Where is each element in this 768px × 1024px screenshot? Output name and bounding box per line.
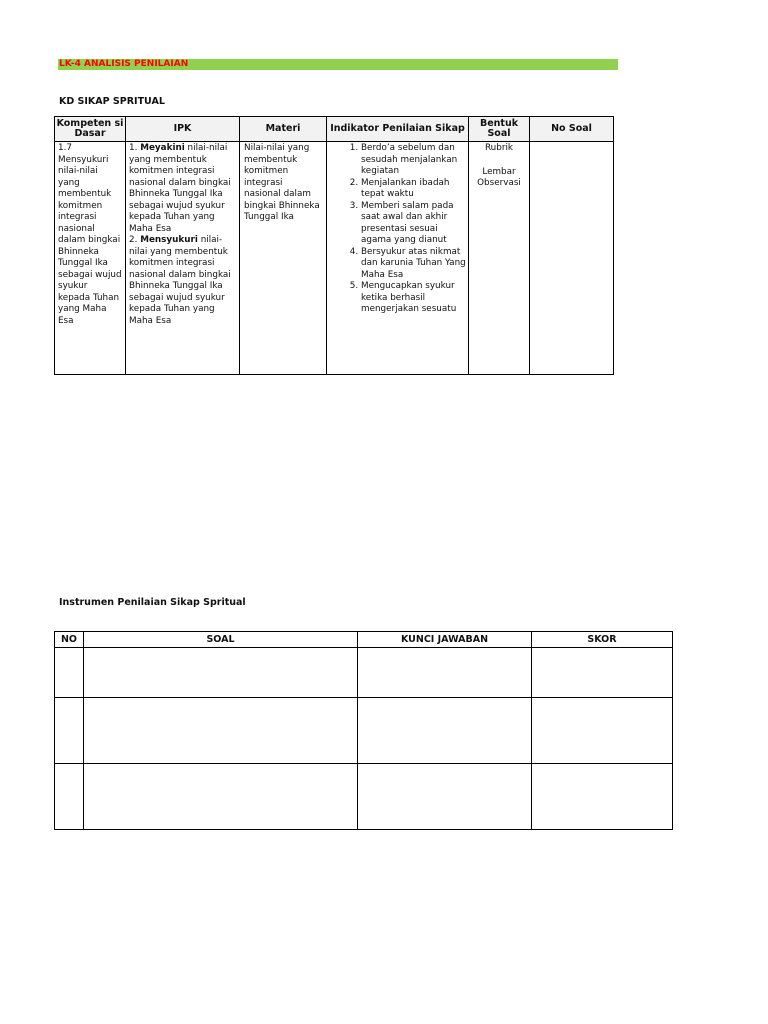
ipk-item-1 xyxy=(129,143,236,235)
title-bar xyxy=(58,59,618,70)
indikator-list xyxy=(329,143,466,316)
header-kunci-jawaban: KUNCI JAWABAN xyxy=(358,632,532,648)
ipk-item-2-number: 2. xyxy=(129,235,138,245)
cell-no[interactable] xyxy=(55,698,84,764)
document-title: LK-4 ANALISIS PENILAIAN xyxy=(59,59,189,69)
header-no-soal: No Soal xyxy=(530,117,614,142)
cell-kunci-jawaban[interactable] xyxy=(358,648,532,698)
list-item: 3. Memberi salam pada saat awal dan akhir presentasi sesuai agama yang dianut xyxy=(361,201,466,247)
cell-bentuk-soal xyxy=(469,142,530,375)
kd-table xyxy=(54,116,614,375)
list-item: 2. Menjalankan ibadah tepat waktu xyxy=(361,178,466,201)
cell-no[interactable] xyxy=(55,764,84,830)
cell-soal[interactable] xyxy=(84,698,358,764)
ipk-item-2-verb: Mensyukuri xyxy=(140,235,198,245)
cell-soal[interactable] xyxy=(84,764,358,830)
cell-ipk xyxy=(126,142,240,375)
kd-table-header-row xyxy=(55,117,614,142)
bentuk-lembar-observasi: Lembar Observasi xyxy=(477,166,521,188)
ipk-item-2-text: nilai-nilai yang membentuk komitmen integrasi nasional dalam bingkai Bhinneka Tunggal Ika sebagai wujud syukur kepada Tuhan yang Maha Esa xyxy=(129,235,231,326)
section-heading-instrumen: Instrumen Penilaian Sikap Spritual xyxy=(59,597,246,608)
cell-soal[interactable] xyxy=(84,648,358,698)
table-row xyxy=(55,648,673,698)
ipk-item-1-text: nilai-nilai yang membentuk komitmen integrasi nasional dalam bingkai Bhinneka Tunggal Ika sebagai wujud syukur kepada Tuhan yang Maha Esa xyxy=(129,143,231,234)
ipk-item-1-number: 1. xyxy=(129,143,138,153)
header-no: NO xyxy=(55,632,84,648)
cell-kompetensi: 1.7 Mensyukuri nilai-nilai yang membentuk komitmen integrasi nasional dalam bingkai Bhinneka Tunggal Ika sebagai wujud syukur kepada Tuhan yang Maha Esa xyxy=(55,142,126,375)
cell-skor[interactable] xyxy=(532,648,673,698)
header-skor: SKOR xyxy=(532,632,673,648)
list-item: 1. Berdo’a sebelum dan sesudah menjalankan kegiatan xyxy=(361,143,466,178)
cell-kunci-jawaban[interactable] xyxy=(358,698,532,764)
section-heading-kd: KD SIKAP SPRITUAL xyxy=(59,96,165,107)
instrumen-table xyxy=(54,631,673,830)
cell-skor[interactable] xyxy=(532,764,673,830)
header-soal: SOAL xyxy=(84,632,358,648)
table-row xyxy=(55,698,673,764)
bentuk-rubrik: Rubrik xyxy=(484,143,514,153)
header-materi: Materi xyxy=(240,117,327,142)
header-bentuk-soal: Bentuk Soal xyxy=(469,117,530,142)
list-item: 4. Bersyukur atas nikmat dan karunia Tuhan Yang Maha Esa xyxy=(361,247,466,282)
cell-skor[interactable] xyxy=(532,698,673,764)
header-indikator: Indikator Penilaian Sikap xyxy=(327,117,469,142)
cell-indikator xyxy=(327,142,469,375)
cell-materi: Nilai-nilai yang membentuk komitmen integrasi nasional dalam bingkai Bhinneka Tunggal Ika xyxy=(240,142,327,375)
table-row xyxy=(55,142,614,375)
list-item: 5. Mengucapkan syukur ketika berhasil mengerjakan sesuatu xyxy=(361,281,466,316)
cell-no[interactable] xyxy=(55,648,84,698)
header-ipk: IPK xyxy=(126,117,240,142)
instrumen-header-row xyxy=(55,632,673,648)
header-kompetensi: Kompeten si Dasar xyxy=(55,117,126,142)
table-row xyxy=(55,764,673,830)
cell-kunci-jawaban[interactable] xyxy=(358,764,532,830)
ipk-item-2 xyxy=(129,235,236,327)
ipk-item-1-verb: Meyakini xyxy=(140,143,185,153)
cell-no-soal xyxy=(530,142,614,375)
